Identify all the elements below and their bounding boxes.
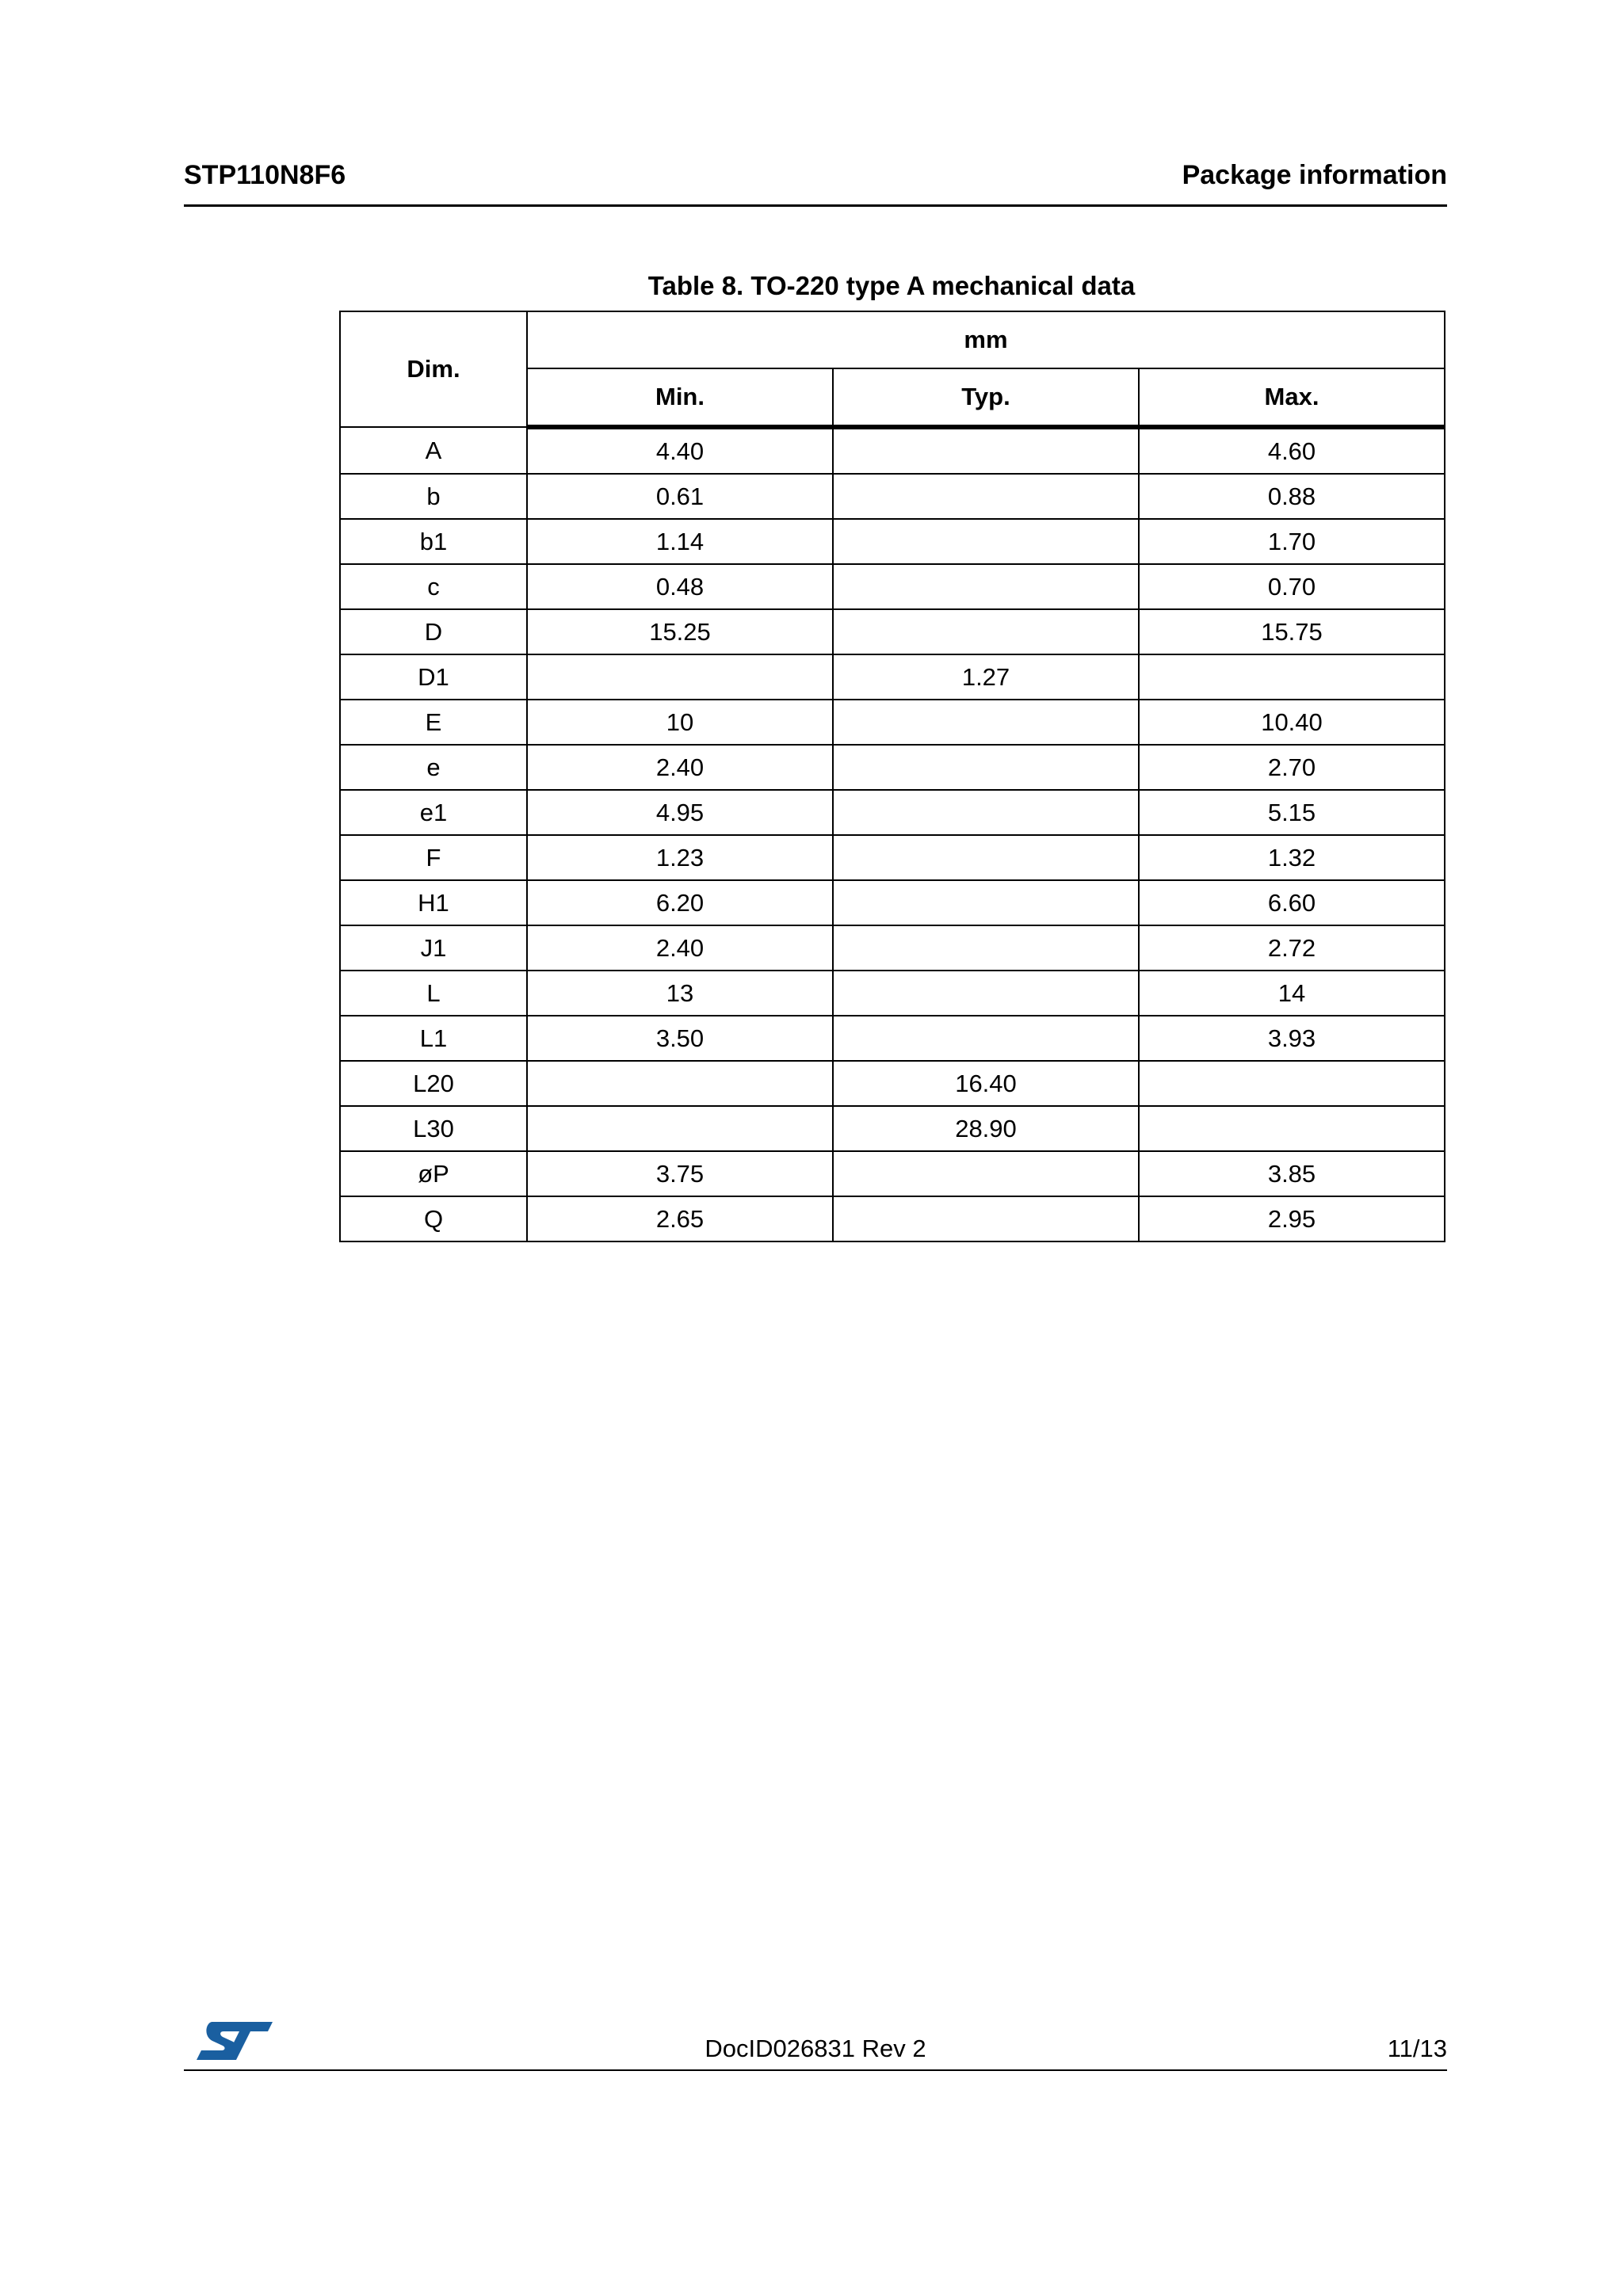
column-header-dim: Dim. bbox=[340, 311, 527, 427]
cell-typ bbox=[833, 835, 1139, 880]
cell-dim: F bbox=[340, 835, 527, 880]
cell-max: 2.95 bbox=[1139, 1196, 1445, 1241]
cell-min: 13 bbox=[527, 971, 833, 1016]
cell-min bbox=[527, 1106, 833, 1151]
cell-min: 0.48 bbox=[527, 564, 833, 609]
cell-max bbox=[1139, 1061, 1445, 1106]
cell-typ bbox=[833, 880, 1139, 925]
cell-dim: H1 bbox=[340, 880, 527, 925]
cell-typ: 28.90 bbox=[833, 1106, 1139, 1151]
table-row bbox=[340, 880, 1445, 925]
cell-dim: e bbox=[340, 745, 527, 790]
cell-max: 5.15 bbox=[1139, 790, 1445, 835]
cell-typ bbox=[833, 925, 1139, 971]
page-footer bbox=[184, 1997, 1447, 2071]
cell-min: 6.20 bbox=[527, 880, 833, 925]
document-revision: DocID026831 Rev 2 bbox=[705, 2035, 926, 2062]
cell-dim: L20 bbox=[340, 1061, 527, 1106]
header-section-title: Package information bbox=[1182, 160, 1447, 190]
column-header-typ: Typ. bbox=[833, 368, 1139, 427]
cell-max: 4.60 bbox=[1139, 427, 1445, 474]
table-row bbox=[340, 971, 1445, 1016]
cell-dim: A bbox=[340, 427, 527, 474]
cell-dim: øP bbox=[340, 1151, 527, 1196]
cell-dim: c bbox=[340, 564, 527, 609]
cell-dim: e1 bbox=[340, 790, 527, 835]
cell-typ bbox=[833, 474, 1139, 519]
cell-min: 4.40 bbox=[527, 427, 833, 474]
cell-dim: E bbox=[340, 700, 527, 745]
mechanical-data-table bbox=[339, 311, 1445, 1242]
cell-typ bbox=[833, 971, 1139, 1016]
cell-max bbox=[1139, 654, 1445, 700]
cell-min: 1.14 bbox=[527, 519, 833, 564]
table-row bbox=[340, 925, 1445, 971]
table-row bbox=[340, 1151, 1445, 1196]
column-header-mm: mm bbox=[527, 311, 1445, 368]
cell-typ: 16.40 bbox=[833, 1061, 1139, 1106]
column-header-max: Max. bbox=[1139, 368, 1445, 427]
cell-typ bbox=[833, 745, 1139, 790]
cell-dim: J1 bbox=[340, 925, 527, 971]
cell-dim: Q bbox=[340, 1196, 527, 1241]
table-row bbox=[340, 654, 1445, 700]
cell-max: 15.75 bbox=[1139, 609, 1445, 654]
table-row bbox=[340, 427, 1445, 474]
cell-typ bbox=[833, 609, 1139, 654]
cell-min: 15.25 bbox=[527, 609, 833, 654]
page-header bbox=[184, 157, 1447, 207]
table-row bbox=[340, 1196, 1445, 1241]
header-doc-id: STP110N8F6 bbox=[184, 160, 346, 190]
cell-max: 2.70 bbox=[1139, 745, 1445, 790]
page-number: 11/13 bbox=[1387, 2035, 1447, 2062]
cell-typ bbox=[833, 790, 1139, 835]
cell-max bbox=[1139, 1106, 1445, 1151]
table-row bbox=[340, 700, 1445, 745]
cell-min: 2.40 bbox=[527, 925, 833, 971]
cell-max: 0.88 bbox=[1139, 474, 1445, 519]
cell-min bbox=[527, 1061, 833, 1106]
cell-typ bbox=[833, 564, 1139, 609]
cell-max: 3.85 bbox=[1139, 1151, 1445, 1196]
cell-min: 10 bbox=[527, 700, 833, 745]
cell-typ bbox=[833, 1151, 1139, 1196]
cell-dim: D1 bbox=[340, 654, 527, 700]
cell-min: 4.95 bbox=[527, 790, 833, 835]
cell-min: 1.23 bbox=[527, 835, 833, 880]
cell-dim: L30 bbox=[340, 1106, 527, 1151]
table-row bbox=[340, 790, 1445, 835]
table-row bbox=[340, 519, 1445, 564]
table-row bbox=[340, 1106, 1445, 1151]
cell-min bbox=[527, 654, 833, 700]
cell-min: 2.65 bbox=[527, 1196, 833, 1241]
table-row bbox=[340, 474, 1445, 519]
cell-max: 2.72 bbox=[1139, 925, 1445, 971]
table-row bbox=[340, 609, 1445, 654]
cell-max: 1.70 bbox=[1139, 519, 1445, 564]
table-row bbox=[340, 745, 1445, 790]
cell-typ: 1.27 bbox=[833, 654, 1139, 700]
cell-typ bbox=[833, 700, 1139, 745]
cell-min: 3.75 bbox=[527, 1151, 833, 1196]
table-row bbox=[340, 1016, 1445, 1061]
cell-typ bbox=[833, 1196, 1139, 1241]
cell-max: 6.60 bbox=[1139, 880, 1445, 925]
table-title: Table 8. TO-220 type A mechanical data bbox=[647, 271, 1136, 300]
column-header-min: Min. bbox=[527, 368, 833, 427]
cell-min: 0.61 bbox=[527, 474, 833, 519]
cell-dim: b bbox=[340, 474, 527, 519]
cell-dim: D bbox=[340, 609, 527, 654]
cell-max: 1.32 bbox=[1139, 835, 1445, 880]
cell-dim: L1 bbox=[340, 1016, 527, 1061]
table-row bbox=[340, 564, 1445, 609]
cell-min: 3.50 bbox=[527, 1016, 833, 1061]
cell-dim: L bbox=[340, 971, 527, 1016]
cell-typ bbox=[833, 519, 1139, 564]
cell-max: 3.93 bbox=[1139, 1016, 1445, 1061]
cell-typ bbox=[833, 427, 1139, 474]
cell-typ bbox=[833, 1016, 1139, 1061]
cell-min: 2.40 bbox=[527, 745, 833, 790]
cell-dim: b1 bbox=[340, 519, 527, 564]
table-row bbox=[340, 1061, 1445, 1106]
cell-max: 10.40 bbox=[1139, 700, 1445, 745]
cell-max: 0.70 bbox=[1139, 564, 1445, 609]
cell-max: 14 bbox=[1139, 971, 1445, 1016]
table-row bbox=[340, 835, 1445, 880]
